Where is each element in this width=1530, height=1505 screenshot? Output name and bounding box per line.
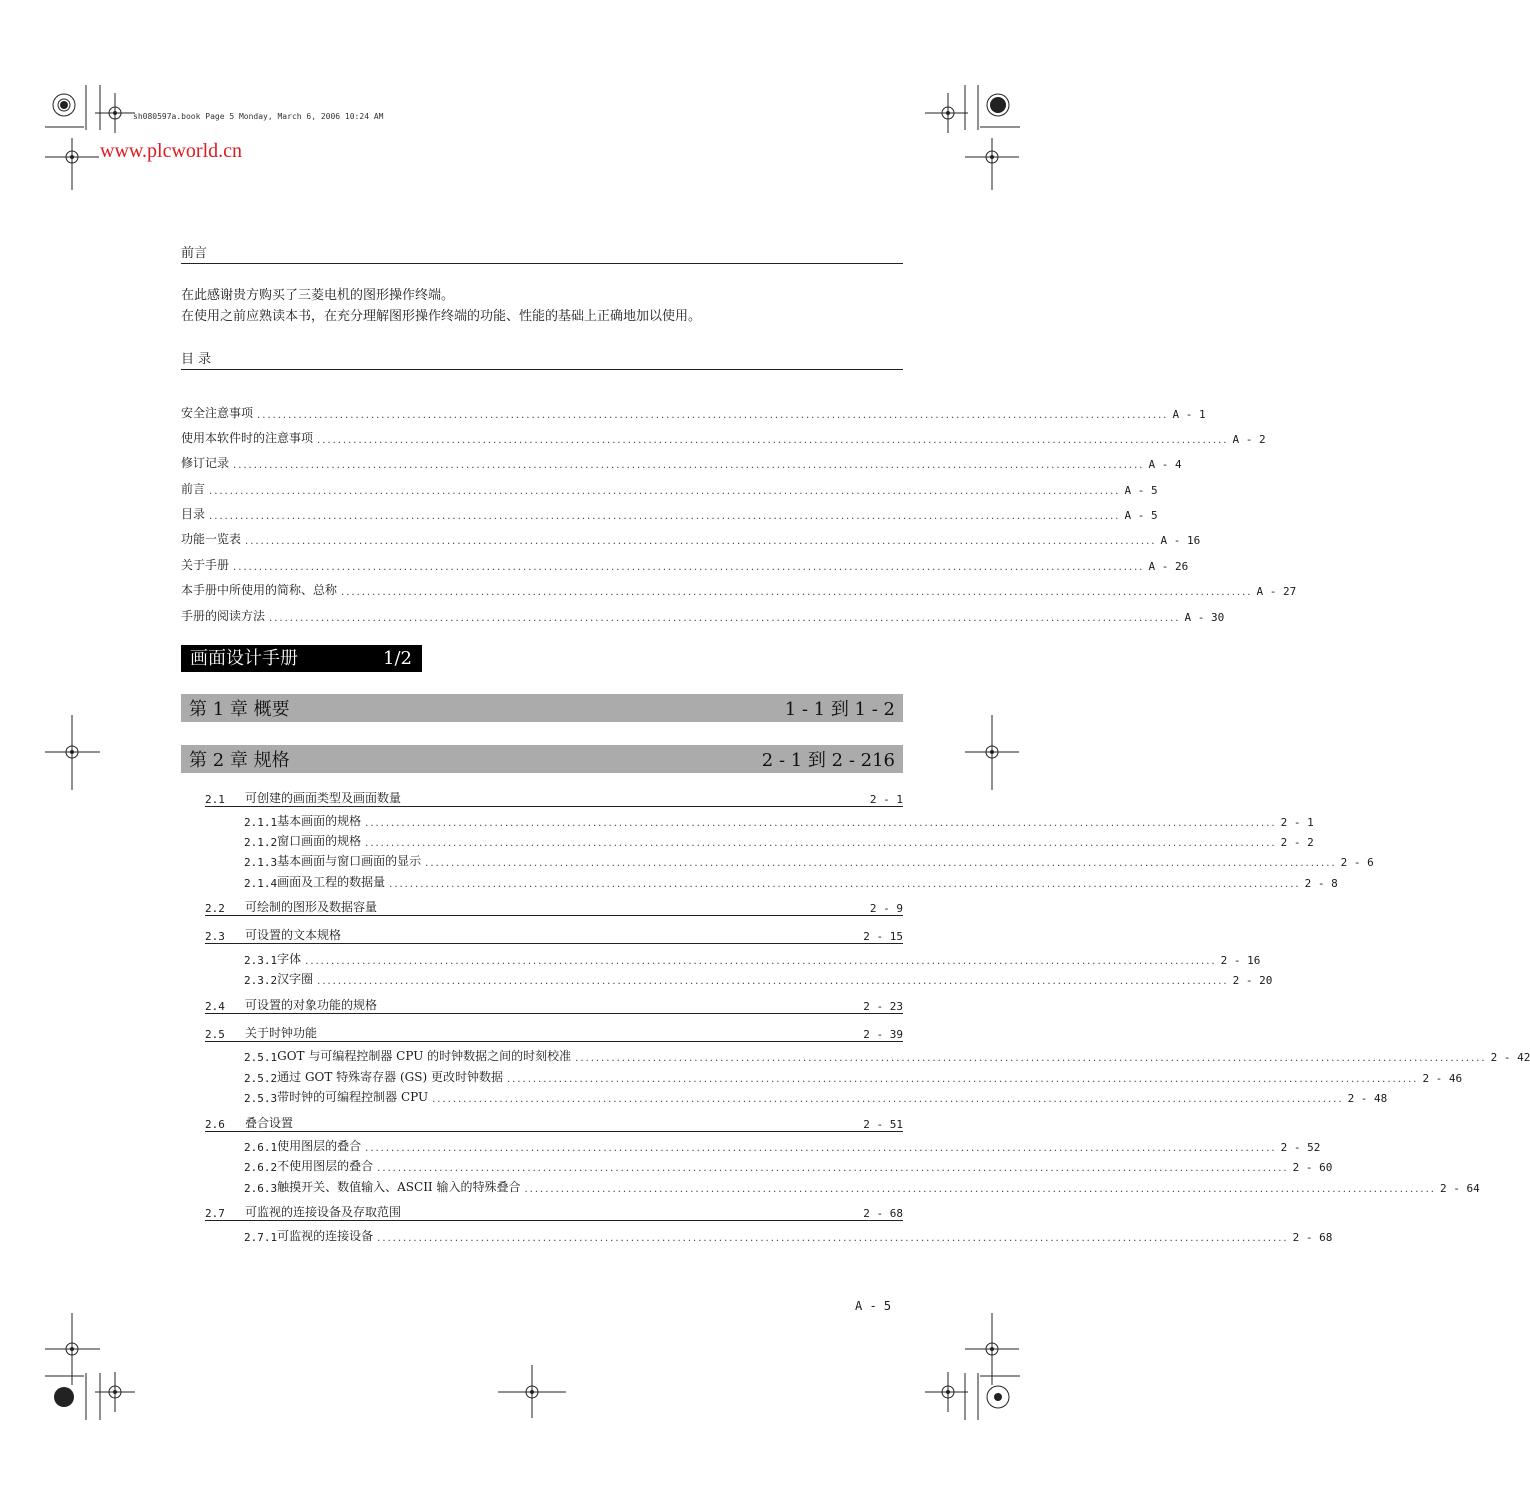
- section-row[interactable]: [205, 926, 903, 944]
- section-page: 2 - 9: [869, 902, 903, 915]
- toc-leader: ................................................................................................................................................................................: [341, 587, 1253, 598]
- chapter-1-header[interactable]: [181, 694, 903, 722]
- section-leader: ................................................................................................................................................................................: [365, 818, 1277, 829]
- toc-label: 安全注意事项: [181, 406, 254, 420]
- section-number: 2.1: [205, 793, 225, 806]
- subsection-row[interactable]: [244, 950, 1261, 967]
- section-row[interactable]: [205, 1114, 903, 1132]
- toc-leader: ................................................................................................................................................................................: [233, 562, 1145, 573]
- toc-item[interactable]: [181, 428, 1266, 446]
- section-page: 2 - 15: [863, 930, 903, 943]
- preface-line: 在此感谢贵方购买了三菱电机的图形操作终端。: [181, 288, 455, 303]
- preface-line: 在使用之前应熟读本书，在充分理解图形操作终端的功能、性能的基础上正确地加以使用。: [181, 309, 702, 324]
- section-page: 2 - 51: [863, 1118, 903, 1131]
- toc-page: A - 27: [1256, 585, 1297, 598]
- section-leader: ................................................................................................................................................................................: [432, 1094, 1344, 1105]
- section-leader: ................................................................................................................................................................................: [365, 838, 1277, 849]
- section-label: 触摸开关、数值输入、ASCII 输入的特殊叠合: [277, 1180, 521, 1194]
- section-row[interactable]: [205, 1203, 903, 1221]
- subsection-row[interactable]: [244, 812, 1314, 829]
- section-number: 2.5.3: [244, 1092, 278, 1105]
- section-page: 2 - 68: [863, 1207, 903, 1220]
- section-number: 2.1.4: [244, 877, 278, 890]
- section-label: 叠合设置: [245, 1116, 294, 1130]
- toc-item[interactable]: [181, 580, 1297, 598]
- section-number: 2.6.1: [244, 1141, 278, 1154]
- section-page: 2 - 1: [1280, 816, 1314, 829]
- section-leader: ................................................................................................................................................................................: [305, 956, 1217, 967]
- section-number: 2.5.2: [244, 1072, 278, 1085]
- toc-page: A - 4: [1148, 458, 1182, 471]
- section-label: 可设置的对象功能的规格: [245, 998, 378, 1012]
- section-page: 2 - 52: [1280, 1141, 1321, 1154]
- toc-page: A - 26: [1148, 560, 1189, 573]
- section-number: 2.1.2: [244, 836, 278, 849]
- section-label: 可监视的连接设备及存取范围: [245, 1205, 402, 1219]
- manual-title-tag: [181, 645, 422, 672]
- section-label: 可监视的连接设备: [277, 1229, 374, 1243]
- toc-label: 手册的阅读方法: [181, 609, 266, 623]
- section-number: 2.6.2: [244, 1161, 278, 1174]
- section-page: 2 - 8: [1304, 877, 1338, 890]
- chapter-range: 1 - 1 到 1 - 2: [784, 699, 895, 720]
- subsection-row[interactable]: [244, 1047, 1530, 1064]
- section-page: 2 - 20: [1232, 974, 1273, 987]
- subsection-row[interactable]: [244, 1157, 1333, 1174]
- toc-page: A - 16: [1160, 534, 1201, 547]
- toc-label: 关于手册: [181, 558, 230, 572]
- section-leader: ................................................................................................................................................................................: [575, 1053, 1487, 1064]
- section-number: 2.3.2: [244, 974, 278, 987]
- section-leader: ................................................................................................................................................................................: [389, 879, 1301, 890]
- preface-text: [181, 285, 701, 327]
- toc-leader: ................................................................................................................................................................................: [257, 410, 1169, 421]
- section-label: 字体: [277, 952, 302, 966]
- toc-page: A - 5: [1124, 509, 1158, 522]
- section-number: 2.5.1: [244, 1051, 278, 1064]
- section-leader: ................................................................................................................................................................................: [365, 1143, 1277, 1154]
- section-page: 2 - 42: [1490, 1051, 1530, 1064]
- chapter-2-header[interactable]: [181, 745, 903, 773]
- section-page: 2 - 39: [863, 1028, 903, 1041]
- section-leader: ................................................................................................................................................................................: [377, 1233, 1289, 1244]
- section-page: 2 - 23: [863, 1000, 903, 1013]
- section-number: 2.6: [205, 1118, 225, 1131]
- toc-page: A - 1: [1172, 408, 1206, 421]
- subsection-row[interactable]: [244, 852, 1374, 869]
- section-row[interactable]: [205, 898, 903, 916]
- toc-item[interactable]: [181, 606, 1225, 624]
- section-page: 2 - 6: [1340, 856, 1374, 869]
- section-label: 基本画面与窗口画面的显示: [277, 854, 422, 868]
- section-label: 使用图层的叠合: [277, 1139, 362, 1153]
- section-page: 2 - 1: [869, 793, 903, 806]
- section-leader: ................................................................................................................................................................................: [524, 1184, 1436, 1195]
- toc-page: A - 30: [1184, 611, 1225, 624]
- subsection-row[interactable]: [244, 1137, 1321, 1154]
- toc-page: A - 5: [1124, 484, 1158, 497]
- toc-item[interactable]: [181, 504, 1158, 522]
- toc-label: 功能一览表: [181, 532, 242, 546]
- section-label: GOT 与可编程控制器 CPU 的时钟数据之间的时刻校准: [277, 1049, 572, 1063]
- toc-label: 目录: [181, 507, 206, 521]
- toc-leader: ................................................................................................................................................................................: [245, 536, 1157, 547]
- section-label: 通过 GOT 特殊寄存器 (GS) 更改时钟数据: [277, 1070, 503, 1084]
- section-label: 关于时钟功能: [245, 1026, 318, 1040]
- toc-item[interactable]: [181, 453, 1182, 471]
- chapter-range: 2 - 1 到 2 - 216: [761, 750, 895, 771]
- chapter-title: 第 1 章 概要: [189, 699, 290, 720]
- subsection-row[interactable]: [244, 1088, 1388, 1105]
- section-row[interactable]: [205, 1024, 903, 1042]
- toc-item[interactable]: [181, 529, 1201, 547]
- toc-leader: ................................................................................................................................................................................: [209, 511, 1121, 522]
- section-number: 2.3.1: [244, 954, 278, 967]
- manual-part: 1/2: [383, 648, 412, 669]
- section-label: 基本画面的规格: [277, 814, 362, 828]
- subsection-row[interactable]: [244, 970, 1273, 987]
- section-leader: ................................................................................................................................................................................: [317, 976, 1229, 987]
- subsection-row[interactable]: [244, 873, 1338, 890]
- toc-leader: ................................................................................................................................................................................: [269, 613, 1181, 624]
- toc-leader: ................................................................................................................................................................................: [209, 486, 1121, 497]
- section-row[interactable]: [205, 789, 903, 807]
- section-row[interactable]: [205, 996, 903, 1014]
- manual-title: 画面设计手册: [190, 648, 298, 669]
- section-label: 可创建的画面类型及画面数量: [245, 791, 402, 805]
- subsection-row[interactable]: [244, 1227, 1333, 1244]
- site-url: www.plcworld.cn: [100, 140, 243, 162]
- section-number: 2.6.3: [244, 1182, 278, 1195]
- toc-label: 修订记录: [181, 456, 230, 470]
- section-label: 画面及工程的数据量: [277, 875, 386, 889]
- toc-item[interactable]: [181, 479, 1158, 497]
- section-leader: ................................................................................................................................................................................: [506, 1074, 1419, 1085]
- section-number: 2.1.3: [244, 856, 278, 869]
- subsection-row[interactable]: [244, 1178, 1480, 1195]
- print-meta: sh080597a.book Page 5 Monday, March 6, 2006 10:24 AM: [133, 112, 384, 121]
- section-page: 2 - 60: [1292, 1161, 1333, 1174]
- section-number: 2.2: [205, 902, 225, 915]
- chapter-title: 第 2 章 规格: [189, 750, 290, 771]
- section-number: 2.5: [205, 1028, 225, 1041]
- section-number: 2.7.1: [244, 1231, 278, 1244]
- section-label: 不使用图层的叠合: [277, 1159, 374, 1173]
- subsection-row[interactable]: [244, 1068, 1463, 1085]
- section-leader: ................................................................................................................................................................................: [377, 1163, 1289, 1174]
- toc-item[interactable]: [181, 403, 1206, 421]
- preface-title: 前言: [181, 242, 903, 264]
- section-leader: ................................................................................................................................................................................: [425, 858, 1337, 869]
- section-page: 2 - 68: [1292, 1231, 1333, 1244]
- toc-item[interactable]: [181, 555, 1189, 573]
- section-number: 2.1.1: [244, 816, 278, 829]
- section-label: 窗口画面的规格: [277, 834, 362, 848]
- section-number: 2.7: [205, 1207, 225, 1220]
- section-page: 2 - 46: [1422, 1072, 1463, 1085]
- toc-label: 使用本软件时的注意事项: [181, 431, 314, 445]
- toc-label: 前言: [181, 482, 206, 496]
- section-label: 可设置的文本规格: [245, 928, 342, 942]
- toc-leader: ................................................................................................................................................................................: [317, 435, 1229, 446]
- section-page: 2 - 16: [1220, 954, 1261, 967]
- subsection-row[interactable]: [244, 832, 1314, 849]
- section-page: 2 - 2: [1280, 836, 1314, 849]
- section-page: 2 - 64: [1439, 1182, 1480, 1195]
- section-page: 2 - 48: [1347, 1092, 1388, 1105]
- section-number: 2.4: [205, 1000, 225, 1013]
- contents-title: 目 录: [181, 348, 903, 370]
- toc-leader: ................................................................................................................................................................................: [233, 460, 1145, 471]
- toc-page: A - 2: [1232, 433, 1266, 446]
- section-label: 带时钟的可编程控制器 CPU: [277, 1090, 429, 1104]
- section-label: 可绘制的图形及数据容量: [245, 900, 378, 914]
- toc-label: 本手册中所使用的简称、总称: [181, 583, 338, 597]
- section-number: 2.3: [205, 930, 225, 943]
- section-label: 汉字圈: [277, 972, 314, 986]
- page-number: A - 5: [855, 1299, 892, 1313]
